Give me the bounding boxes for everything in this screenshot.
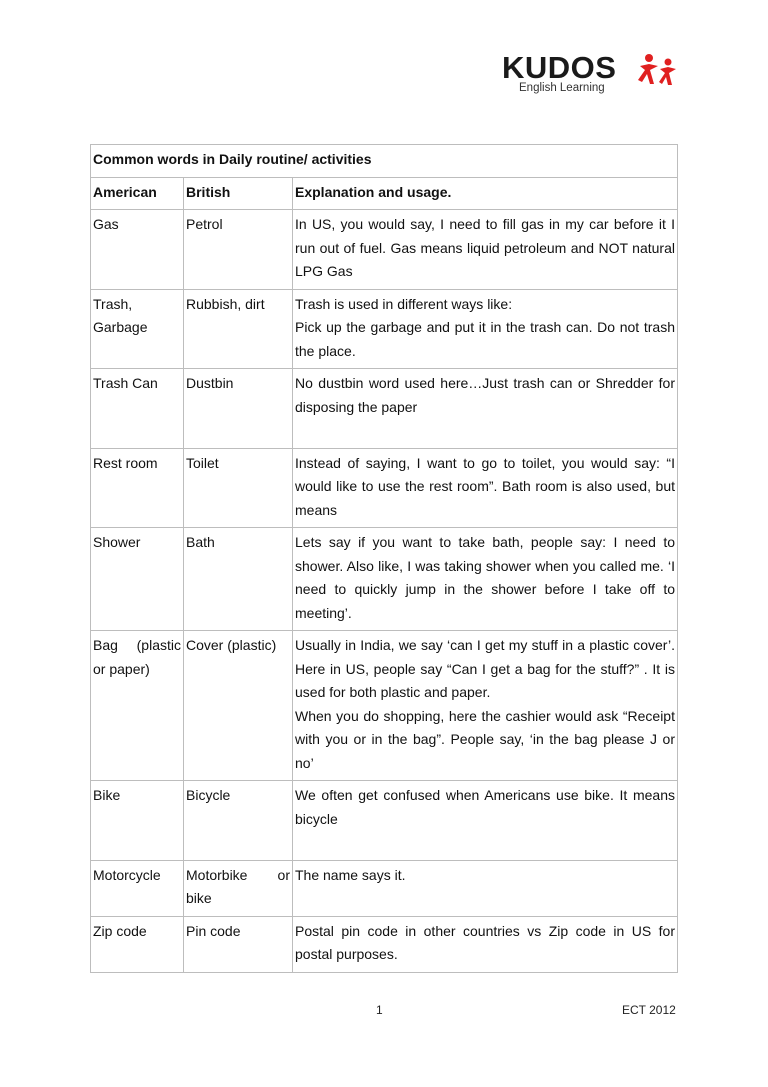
explanation-cell	[293, 781, 678, 861]
explanation-cell	[293, 448, 678, 528]
explanation-paragraph: Usually in India, we say ‘can I get my stuff in a plastic cover’. Here in US, people say “Can I get a bag for the stuff?” . It is used for both plastic and paper.	[295, 637, 675, 700]
british-term: Motorbike or bike	[184, 860, 293, 916]
table-header-row	[91, 177, 678, 210]
british-term: Petrol	[184, 210, 293, 290]
explanation-paragraph: The name says it.	[295, 866, 406, 883]
american-term: Motorcycle	[91, 860, 184, 916]
page-number: 1	[376, 1003, 383, 1017]
table-row	[91, 631, 678, 781]
explanation-cell	[293, 916, 678, 972]
american-term: Bag (plastic or paper)	[91, 631, 184, 781]
explanation-cell	[293, 210, 678, 290]
logo-wordmark: KUDOS	[502, 50, 617, 85]
british-term: Bicycle	[184, 781, 293, 861]
explanation-paragraph: No dustbin word used here…Just trash can or Shredder for disposing the paper	[295, 375, 675, 415]
table-row	[91, 210, 678, 290]
table-row	[91, 916, 678, 972]
british-term: Cover (plastic)	[184, 631, 293, 781]
explanation-paragraph: Trash is used in different ways like:	[295, 295, 513, 312]
american-term: Zip code	[91, 916, 184, 972]
vocabulary-table	[90, 144, 678, 973]
explanation-paragraph: When you do shopping, here the cashier would ask “Receipt with you or in the bag”. People say, ‘in the bag please J or no’	[295, 707, 675, 771]
american-term: Trash, Garbage	[91, 289, 184, 369]
column-header-british: British	[184, 177, 293, 210]
explanation-paragraph: We often get confused when Americans use bike. It means bicycle	[295, 787, 675, 827]
column-header-american: American	[91, 177, 184, 210]
blank-line	[295, 831, 675, 855]
table-row	[91, 528, 678, 631]
british-term: Rubbish, dirt	[184, 289, 293, 369]
american-term: Gas	[91, 210, 184, 290]
explanation-paragraph: Lets say if you want to take bath, people say: I need to shower. Also like, I was taking shower when you called me. ‘I need to quickly jump in the shower before I take off to meeting’.	[295, 534, 675, 621]
table-row	[91, 289, 678, 369]
explanation-cell	[293, 289, 678, 369]
explanation-cell	[293, 631, 678, 781]
table-row	[91, 860, 678, 916]
american-term: Trash Can	[91, 369, 184, 449]
american-term: Shower	[91, 528, 184, 631]
american-term: Bike	[91, 781, 184, 861]
blank-line	[295, 419, 675, 443]
american-term: Rest room	[91, 448, 184, 528]
explanation-paragraph: In US, you would say, I need to fill gas in my car before it I run out of fuel. Gas means liquid petroleum and NOT natural LPG Gas	[295, 216, 675, 279]
british-term: Pin code	[184, 916, 293, 972]
explanation-cell	[293, 528, 678, 631]
explanation-paragraph: Instead of saying, I want to go to toilet, you would say: “I would like to use the rest room”. Bath room is also used, but means	[295, 454, 675, 518]
british-term: Dustbin	[184, 369, 293, 449]
explanation-cell	[293, 860, 678, 916]
british-term: Bath	[184, 528, 293, 631]
kudos-logo	[498, 50, 680, 98]
footer-code: ECT 2012	[622, 1003, 676, 1017]
explanation-cell	[293, 369, 678, 449]
table-title-row	[91, 145, 678, 178]
table-row	[91, 781, 678, 861]
explanation-paragraph: Pick up the garbage and put it in the trash can. Do not trash the place.	[295, 319, 675, 359]
table-title: Common words in Daily routine/ activities	[91, 145, 678, 178]
table-row	[91, 369, 678, 449]
column-header-explanation: Explanation and usage.	[293, 177, 678, 210]
person-figures-icon	[636, 52, 678, 88]
explanation-paragraph: Postal pin code in other countries vs Zip code in US for postal purposes.	[295, 922, 675, 962]
table-row	[91, 448, 678, 528]
logo-tagline: English Learning	[519, 82, 605, 94]
british-term: Toilet	[184, 448, 293, 528]
